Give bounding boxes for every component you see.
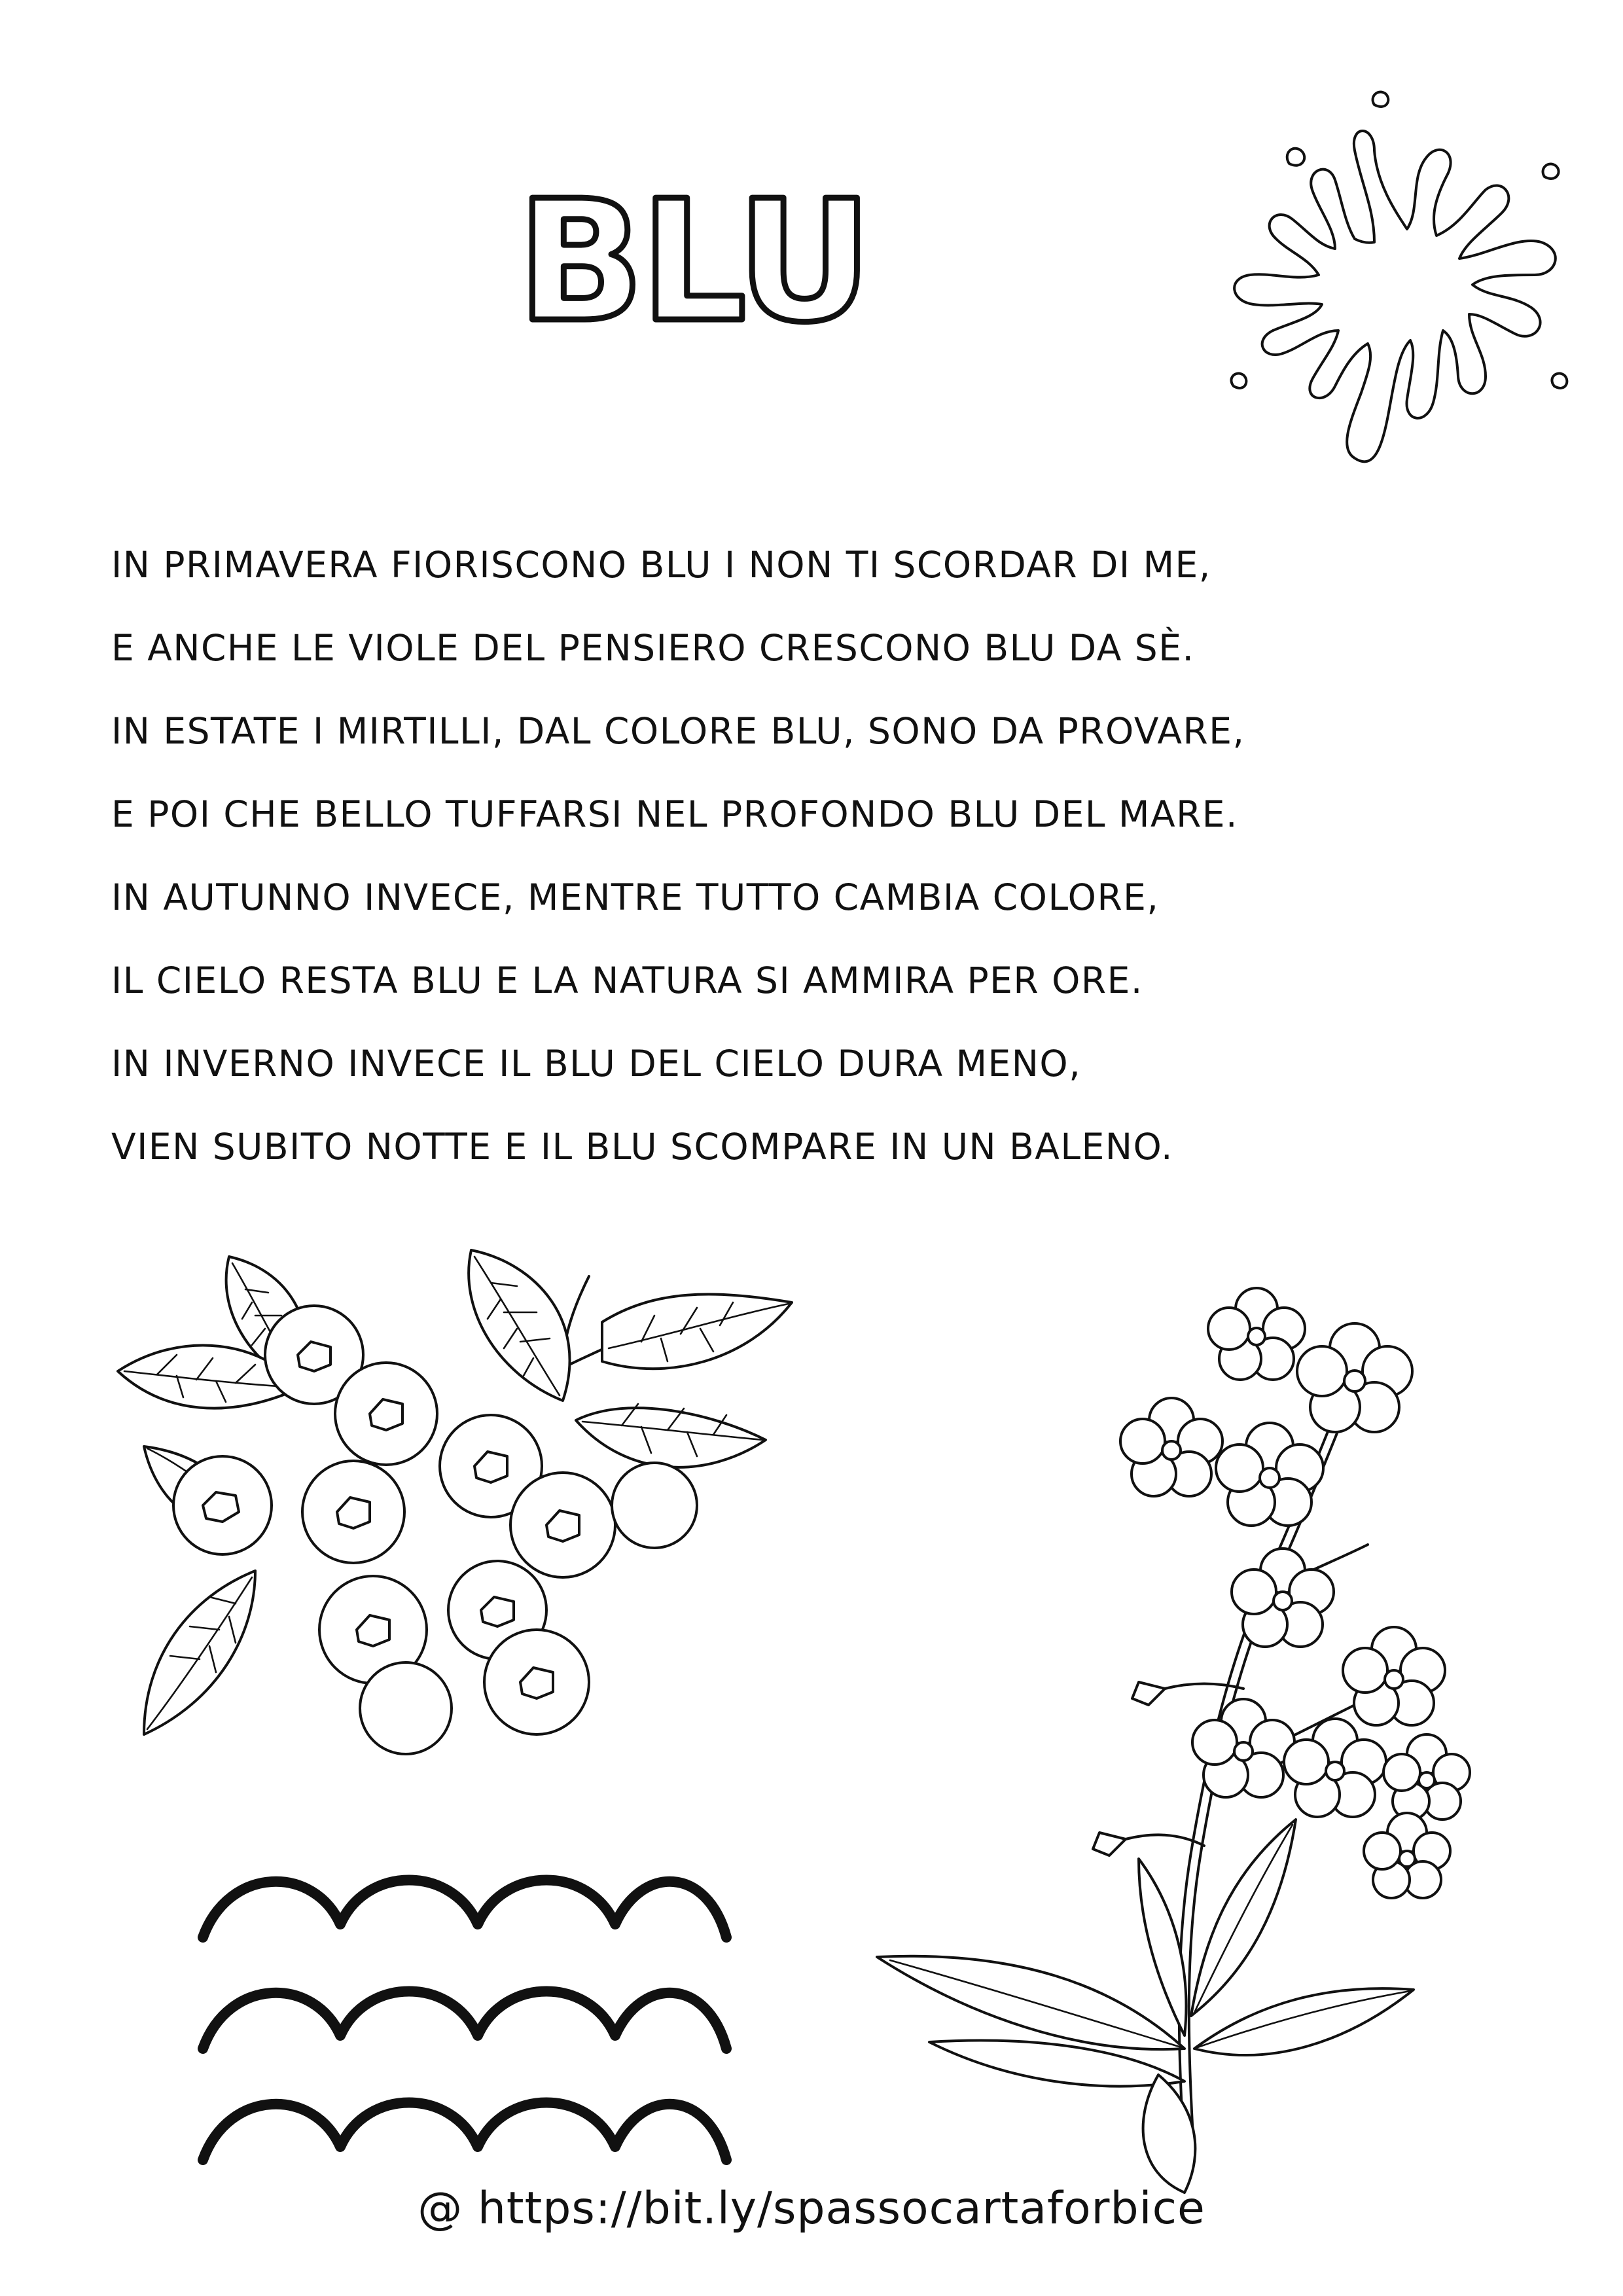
blueberry — [612, 1463, 697, 1548]
leaf — [576, 1404, 766, 1467]
poem-line: IN INVERNO INVECE IL BLU DEL CIELO DURA MENO, — [111, 1043, 1082, 1085]
leaf — [1194, 1988, 1414, 2055]
wave-line — [203, 2103, 726, 2161]
leaf — [1191, 1820, 1296, 2016]
blueberry — [510, 1473, 615, 1577]
waves-icon — [177, 1852, 740, 2193]
poem-line: IL CIELO RESTA BLU E LA NATURA SI AMMIRA PER ORE. — [111, 960, 1143, 1001]
forget-me-not-flower — [1383, 1734, 1470, 1820]
page-title — [510, 151, 877, 347]
forget-me-not-illustration — [851, 1230, 1472, 2291]
title-text: BLU — [517, 165, 868, 347]
blueberry — [484, 1630, 589, 1734]
poem-line: E ANCHE LE VIOLE DEL PENSIERO CRESCONO BLU DA SÈ. — [111, 627, 1195, 669]
poem-text — [111, 524, 1538, 1189]
footer-link-text: @ https://bit.ly/spassocartaforbice — [418, 2183, 1205, 2234]
blueberry — [302, 1461, 404, 1563]
title-outline-lettering — [510, 151, 877, 347]
leaf — [602, 1295, 792, 1369]
paint-splash-illustration — [1178, 79, 1584, 497]
leaf — [469, 1250, 569, 1401]
blueberry — [360, 1662, 452, 1754]
blueberry — [335, 1363, 437, 1465]
forget-me-not-flower — [1208, 1288, 1305, 1380]
forget-me-not-flower — [1192, 1699, 1294, 1797]
splash-icon — [1178, 79, 1584, 497]
sea-waves-illustration — [177, 1852, 740, 2193]
forget-me-not-flower — [1232, 1549, 1334, 1647]
forget-me-not-flower — [1120, 1398, 1222, 1496]
leaf — [877, 1956, 1185, 2049]
poem-line: VIEN SUBITO NOTTE E IL BLU SCOMPARE IN UN BALENO. — [111, 1126, 1174, 1168]
blueberry-icon — [105, 1230, 818, 1806]
leaf — [1143, 2075, 1196, 2193]
blueberry-branch-illustration — [105, 1230, 818, 1806]
wave-line — [203, 1992, 726, 2049]
blueberry — [173, 1456, 272, 1554]
wave-line — [203, 1880, 726, 1938]
forget-me-not-flower — [1343, 1627, 1445, 1725]
forget-me-not-flower — [1364, 1813, 1450, 1898]
poem-line: IN ESTATE I MIRTILLI, DAL COLORE BLU, SONO DA PROVARE, — [111, 710, 1245, 752]
leaf — [1139, 1859, 1186, 2036]
forget-me-not-flower — [1297, 1323, 1412, 1432]
forget-me-not-flower — [1216, 1423, 1323, 1526]
poem-line: E POI CHE BELLO TUFFARSI NEL PROFONDO BLU DEL MARE. — [111, 793, 1239, 835]
poem-line: IN PRIMAVERA FIORISCONO BLU I NON TI SCORDAR DI ME, — [111, 544, 1211, 586]
poem-line: IN AUTUNNO INVECE, MENTRE TUTTO CAMBIA COLORE, — [111, 876, 1160, 918]
leaf — [144, 1571, 255, 1734]
flower-icon — [851, 1230, 1472, 2291]
